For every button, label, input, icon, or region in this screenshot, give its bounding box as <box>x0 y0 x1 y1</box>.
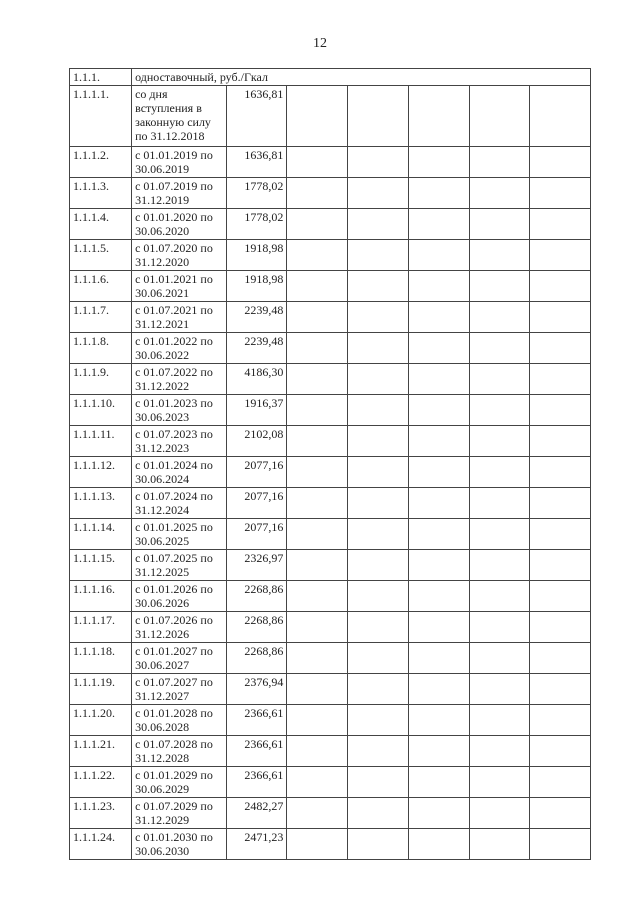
row-value-cell: 2077,16 <box>227 519 287 550</box>
empty-cell <box>529 364 590 395</box>
empty-cell <box>408 240 469 271</box>
table-row <box>70 86 591 147</box>
row-number-cell: 1.1.1.23. <box>70 798 132 829</box>
table-row <box>70 209 591 240</box>
row-number-cell: 1.1.1.20. <box>70 705 132 736</box>
empty-cell <box>529 612 590 643</box>
row-value-cell: 1636,81 <box>227 86 287 147</box>
empty-cell <box>287 178 348 209</box>
empty-cell <box>348 426 408 457</box>
empty-cell <box>348 829 408 860</box>
empty-cell <box>529 705 590 736</box>
row-number-cell: 1.1.1.12. <box>70 457 132 488</box>
row-period-cell: с 01.07.2028 по 31.12.2028 <box>132 736 227 767</box>
empty-cell <box>408 519 469 550</box>
empty-cell <box>529 767 590 798</box>
empty-cell <box>348 674 408 705</box>
empty-cell <box>408 705 469 736</box>
row-value-cell: 2482,27 <box>227 798 287 829</box>
empty-cell <box>408 829 469 860</box>
empty-cell <box>469 736 529 767</box>
table-row <box>70 519 591 550</box>
row-number-cell: 1.1.1.8. <box>70 333 132 364</box>
empty-cell <box>529 178 590 209</box>
empty-cell <box>469 767 529 798</box>
empty-cell <box>408 209 469 240</box>
empty-cell <box>348 736 408 767</box>
table-row <box>70 736 591 767</box>
row-number-cell: 1.1.1.13. <box>70 488 132 519</box>
row-period-cell: с 01.07.2023 по 31.12.2023 <box>132 426 227 457</box>
empty-cell <box>469 333 529 364</box>
empty-cell <box>469 209 529 240</box>
empty-cell <box>348 271 408 302</box>
empty-cell <box>348 643 408 674</box>
empty-cell <box>287 674 348 705</box>
empty-cell <box>287 395 348 426</box>
empty-cell <box>408 147 469 178</box>
row-period-cell: с 01.01.2020 по 30.06.2020 <box>132 209 227 240</box>
row-value-cell: 1918,98 <box>227 240 287 271</box>
empty-cell <box>408 364 469 395</box>
table-row <box>70 147 591 178</box>
empty-cell <box>287 798 348 829</box>
row-value-cell: 2268,86 <box>227 612 287 643</box>
empty-cell <box>348 550 408 581</box>
empty-cell <box>469 271 529 302</box>
empty-cell <box>348 488 408 519</box>
empty-cell <box>529 488 590 519</box>
empty-cell <box>287 426 348 457</box>
row-value-cell: 1918,98 <box>227 271 287 302</box>
empty-cell <box>408 674 469 705</box>
empty-cell <box>529 333 590 364</box>
table-row <box>70 767 591 798</box>
header-label-cell: одноставочный, руб./Гкал <box>132 69 591 86</box>
row-period-cell: со дня вступления в законную силу по 31.12.2018 <box>132 86 227 147</box>
row-period-cell: с 01.07.2022 по 31.12.2022 <box>132 364 227 395</box>
row-value-cell: 1636,81 <box>227 147 287 178</box>
row-period-cell: с 01.01.2026 по 30.06.2026 <box>132 581 227 612</box>
empty-cell <box>408 643 469 674</box>
row-value-cell: 2239,48 <box>227 333 287 364</box>
empty-cell <box>408 426 469 457</box>
empty-cell <box>529 674 590 705</box>
page-number: 12 <box>313 36 327 51</box>
row-value-cell: 2239,48 <box>227 302 287 333</box>
row-value-cell: 2471,23 <box>227 829 287 860</box>
empty-cell <box>287 240 348 271</box>
empty-cell <box>469 643 529 674</box>
row-period-cell: с 01.01.2022 по 30.06.2022 <box>132 333 227 364</box>
empty-cell <box>348 209 408 240</box>
empty-cell <box>529 395 590 426</box>
empty-cell <box>469 488 529 519</box>
empty-cell <box>408 798 469 829</box>
empty-cell <box>529 550 590 581</box>
empty-cell <box>348 798 408 829</box>
empty-cell <box>287 147 348 178</box>
empty-cell <box>348 395 408 426</box>
empty-cell <box>469 705 529 736</box>
empty-cell <box>408 767 469 798</box>
row-number-cell: 1.1.1.16. <box>70 581 132 612</box>
row-period-cell: с 01.01.2027 по 30.06.2027 <box>132 643 227 674</box>
row-period-cell: с 01.07.2021 по 31.12.2021 <box>132 302 227 333</box>
empty-cell <box>287 550 348 581</box>
table-row <box>70 674 591 705</box>
table-row <box>70 364 591 395</box>
empty-cell <box>408 457 469 488</box>
row-period-cell: с 01.07.2027 по 31.12.2027 <box>132 674 227 705</box>
row-value-cell: 1916,37 <box>227 395 287 426</box>
empty-cell <box>287 333 348 364</box>
table-row <box>70 488 591 519</box>
empty-cell <box>348 457 408 488</box>
empty-cell <box>348 178 408 209</box>
row-value-cell: 2268,86 <box>227 581 287 612</box>
empty-cell <box>287 302 348 333</box>
row-number-cell: 1.1.1.14. <box>70 519 132 550</box>
row-period-cell: с 01.01.2028 по 30.06.2028 <box>132 705 227 736</box>
table-row <box>70 271 591 302</box>
empty-cell <box>469 519 529 550</box>
row-period-cell: с 01.07.2024 по 31.12.2024 <box>132 488 227 519</box>
row-number-cell: 1.1.1.5. <box>70 240 132 271</box>
row-number-cell: 1.1.1.19. <box>70 674 132 705</box>
row-value-cell: 2366,61 <box>227 767 287 798</box>
empty-cell <box>408 581 469 612</box>
row-value-cell: 2376,94 <box>227 674 287 705</box>
empty-cell <box>348 581 408 612</box>
empty-cell <box>287 86 348 147</box>
row-value-cell: 2366,61 <box>227 705 287 736</box>
empty-cell <box>287 829 348 860</box>
row-period-cell: с 01.07.2019 по 31.12.2019 <box>132 178 227 209</box>
empty-cell <box>469 178 529 209</box>
table-row <box>70 426 591 457</box>
row-value-cell: 2077,16 <box>227 488 287 519</box>
row-value-cell: 2366,61 <box>227 736 287 767</box>
empty-cell <box>348 612 408 643</box>
empty-cell <box>348 705 408 736</box>
empty-cell <box>529 457 590 488</box>
empty-cell <box>469 612 529 643</box>
row-number-cell: 1.1.1.1. <box>70 86 132 147</box>
row-period-cell: с 01.01.2021 по 30.06.2021 <box>132 271 227 302</box>
row-number-cell: 1.1.1.18. <box>70 643 132 674</box>
empty-cell <box>348 519 408 550</box>
row-number-cell: 1.1.1.22. <box>70 767 132 798</box>
row-period-cell: с 01.07.2020 по 31.12.2020 <box>132 240 227 271</box>
empty-cell <box>469 829 529 860</box>
empty-cell <box>469 302 529 333</box>
row-number-cell: 1.1.1.3. <box>70 178 132 209</box>
empty-cell <box>408 333 469 364</box>
empty-cell <box>529 519 590 550</box>
empty-cell <box>348 767 408 798</box>
row-number-cell: 1.1.1.2. <box>70 147 132 178</box>
row-number-cell: 1.1.1.17. <box>70 612 132 643</box>
table-row <box>70 395 591 426</box>
empty-cell <box>287 209 348 240</box>
empty-cell <box>529 86 590 147</box>
row-period-cell: с 01.07.2025 по 31.12.2025 <box>132 550 227 581</box>
empty-cell <box>348 86 408 147</box>
row-number-cell: 1.1.1.15. <box>70 550 132 581</box>
row-value-cell: 2326,97 <box>227 550 287 581</box>
table-row <box>70 550 591 581</box>
row-period-cell: с 01.07.2026 по 31.12.2026 <box>132 612 227 643</box>
empty-cell <box>529 798 590 829</box>
row-period-cell: с 01.01.2029 по 30.06.2029 <box>132 767 227 798</box>
empty-cell <box>469 674 529 705</box>
empty-cell <box>287 767 348 798</box>
empty-cell <box>408 488 469 519</box>
empty-cell <box>529 240 590 271</box>
empty-cell <box>469 147 529 178</box>
row-value-cell: 4186,30 <box>227 364 287 395</box>
row-number-cell: 1.1.1.9. <box>70 364 132 395</box>
empty-cell <box>529 581 590 612</box>
empty-cell <box>408 178 469 209</box>
table-row <box>70 581 591 612</box>
empty-cell <box>287 364 348 395</box>
row-period-cell: с 01.01.2030 по 30.06.2030 <box>132 829 227 860</box>
empty-cell <box>529 829 590 860</box>
empty-cell <box>469 581 529 612</box>
tariff-table <box>69 68 591 860</box>
table-row <box>70 240 591 271</box>
empty-cell <box>469 798 529 829</box>
table-row <box>70 643 591 674</box>
empty-cell <box>348 147 408 178</box>
empty-cell <box>287 736 348 767</box>
empty-cell <box>529 426 590 457</box>
row-number-cell: 1.1.1.7. <box>70 302 132 333</box>
row-value-cell: 2102,08 <box>227 426 287 457</box>
empty-cell <box>348 302 408 333</box>
row-number-cell: 1.1.1.24. <box>70 829 132 860</box>
row-value-cell: 2268,86 <box>227 643 287 674</box>
empty-cell <box>348 240 408 271</box>
empty-cell <box>348 364 408 395</box>
empty-cell <box>287 271 348 302</box>
empty-cell <box>529 271 590 302</box>
table-row <box>70 829 591 860</box>
empty-cell <box>408 395 469 426</box>
row-number-cell: 1.1.1.10. <box>70 395 132 426</box>
empty-cell <box>469 364 529 395</box>
row-number-cell: 1.1.1.21. <box>70 736 132 767</box>
empty-cell <box>408 302 469 333</box>
empty-cell <box>287 612 348 643</box>
empty-cell <box>408 736 469 767</box>
empty-cell <box>529 209 590 240</box>
empty-cell <box>469 395 529 426</box>
empty-cell <box>408 86 469 147</box>
row-value-cell: 2077,16 <box>227 457 287 488</box>
header-number-cell: 1.1.1. <box>70 69 132 86</box>
empty-cell <box>469 457 529 488</box>
table-row <box>70 457 591 488</box>
table-row <box>70 612 591 643</box>
empty-cell <box>408 550 469 581</box>
row-period-cell: с 01.01.2019 по 30.06.2019 <box>132 147 227 178</box>
empty-cell <box>408 612 469 643</box>
empty-cell <box>287 519 348 550</box>
empty-cell <box>408 271 469 302</box>
empty-cell <box>287 488 348 519</box>
empty-cell <box>287 581 348 612</box>
empty-cell <box>287 705 348 736</box>
row-period-cell: с 01.07.2029 по 31.12.2029 <box>132 798 227 829</box>
table-row <box>70 302 591 333</box>
empty-cell <box>529 147 590 178</box>
row-value-cell: 1778,02 <box>227 209 287 240</box>
row-number-cell: 1.1.1.11. <box>70 426 132 457</box>
empty-cell <box>529 643 590 674</box>
row-number-cell: 1.1.1.4. <box>70 209 132 240</box>
row-number-cell: 1.1.1.6. <box>70 271 132 302</box>
tariff-table-body <box>70 69 591 860</box>
row-value-cell: 1778,02 <box>227 178 287 209</box>
empty-cell <box>469 86 529 147</box>
empty-cell <box>469 550 529 581</box>
table-row <box>70 705 591 736</box>
table-row <box>70 333 591 364</box>
empty-cell <box>348 333 408 364</box>
empty-cell <box>529 302 590 333</box>
empty-cell <box>469 426 529 457</box>
row-period-cell: с 01.01.2023 по 30.06.2023 <box>132 395 227 426</box>
table-row <box>70 798 591 829</box>
row-period-cell: с 01.01.2025 по 30.06.2025 <box>132 519 227 550</box>
empty-cell <box>529 736 590 767</box>
row-period-cell: с 01.01.2024 по 30.06.2024 <box>132 457 227 488</box>
table-header-row <box>70 69 591 86</box>
empty-cell <box>287 457 348 488</box>
empty-cell <box>287 643 348 674</box>
table-row <box>70 178 591 209</box>
empty-cell <box>469 240 529 271</box>
